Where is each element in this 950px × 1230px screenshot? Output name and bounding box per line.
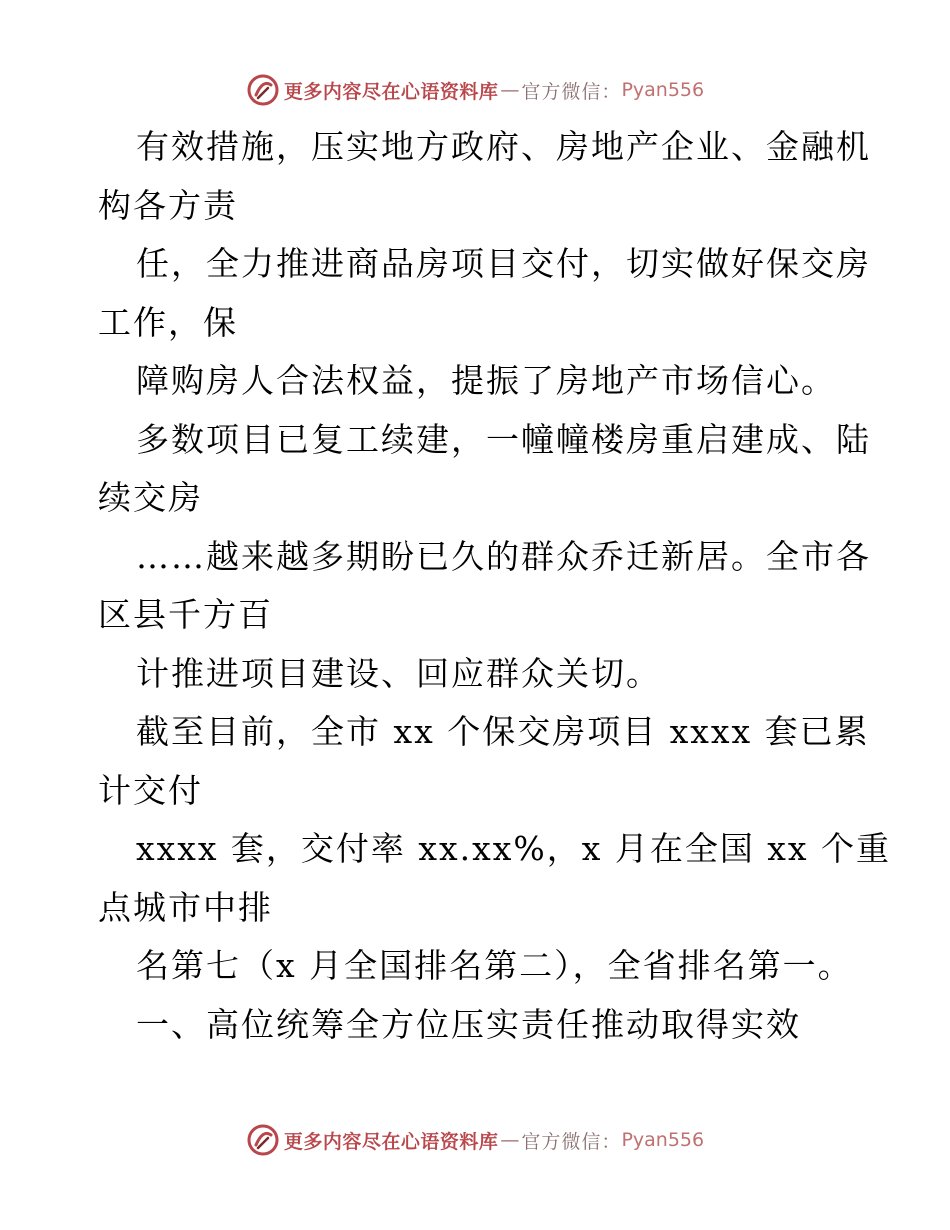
brand-logo-icon (246, 1123, 280, 1157)
text-line: 有效措施，压实地方政府、房地产企业、金融机 (136, 127, 871, 166)
text-line: 区县千方百 (98, 595, 273, 634)
text-line: xxxx 套，交付率 xx.xx%，x 月在全国 xx 个重 (136, 829, 892, 868)
watermark-text: 更多内容尽在心语资料库 (283, 80, 499, 103)
brand-logo-icon (246, 73, 280, 107)
text-line: 截至目前，全市 xx 个保交房项目 xxxx 套已累 (136, 712, 870, 751)
text-line: 计推进项目建设、回应群众关切。 (136, 653, 661, 693)
text-line: 障购房人合法权益，提振了房地产市场信心。 (136, 361, 836, 400)
watermark-dash: — (500, 1129, 520, 1151)
watermark-wechat-id: Pyan556 (621, 1129, 705, 1151)
body-text (98, 118, 892, 1054)
text-line: ……越来越多期盼已久的群众乔迁新居。全市各 (136, 536, 871, 576)
watermark-label: 官方微信： (521, 1130, 622, 1153)
text-line: 构各方责 (98, 185, 238, 225)
text-line: 续交房 (98, 478, 203, 517)
watermark-wechat-id: Pyan556 (621, 79, 705, 101)
watermark-dash: — (500, 79, 520, 101)
text-line: 点城市中排 (98, 887, 273, 927)
text-line: 一、高位统筹全方位压实责任推动取得实效 (136, 1004, 801, 1044)
header-watermark (0, 70, 950, 110)
text-line: 计交付 (98, 770, 203, 810)
footer-watermark (0, 1120, 950, 1160)
text-line: 工作，保 (98, 302, 238, 342)
text-line: 名第七（x 月全国排名第二），全省排名第一。 (136, 946, 853, 985)
watermark-text: 更多内容尽在心语资料库 (283, 1130, 499, 1153)
text-line: 多数项目已复工续建，一幢幢楼房重启建成、陆 (136, 419, 871, 459)
watermark-label: 官方微信： (521, 80, 622, 103)
text-line: 任，全力推进商品房项目交付，切实做好保交房 (136, 244, 871, 283)
